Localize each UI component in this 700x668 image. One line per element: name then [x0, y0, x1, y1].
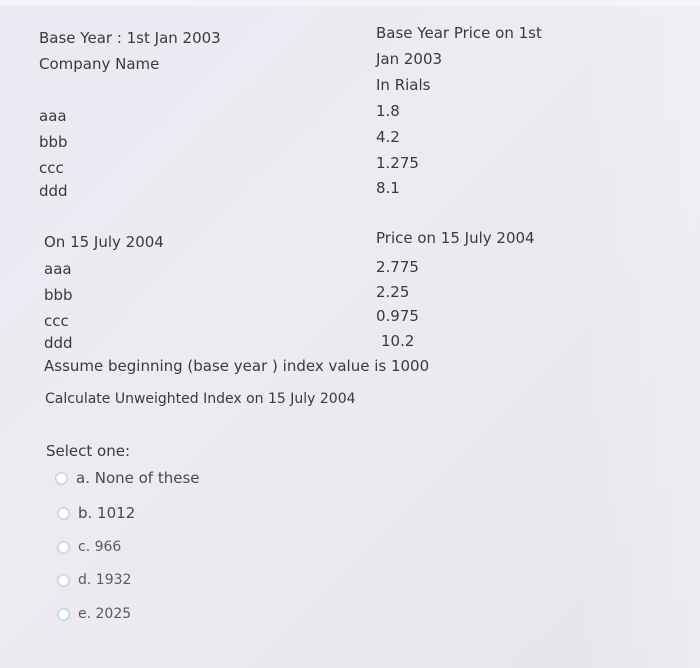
option-b-radio[interactable]	[57, 507, 70, 520]
option-a[interactable]	[55, 469, 200, 487]
current-date-header: On 15 July 2004	[44, 233, 164, 251]
option-a-label: a. None of these	[76, 469, 200, 487]
current-price-aaa: 2.775	[376, 258, 419, 276]
base-company-ddd: ddd	[39, 182, 68, 200]
current-company-bbb: bbb	[44, 286, 73, 304]
base-price-ccc: 1.275	[376, 154, 419, 172]
current-company-ddd: ddd	[44, 334, 73, 352]
select-one-prompt: Select one:	[46, 442, 131, 460]
option-d-radio[interactable]	[57, 574, 70, 587]
current-company-aaa: aaa	[44, 260, 72, 278]
option-c-radio[interactable]	[57, 541, 70, 554]
current-price-bbb: 2.25	[376, 283, 410, 301]
option-d[interactable]	[57, 572, 131, 588]
option-e[interactable]	[57, 606, 131, 622]
option-b[interactable]	[57, 504, 135, 522]
base-company-aaa: aaa	[39, 107, 67, 125]
option-a-radio[interactable]	[55, 472, 68, 485]
option-c[interactable]	[57, 539, 121, 555]
option-c-label: c. 966	[78, 539, 122, 555]
option-e-label: e. 2025	[78, 606, 132, 622]
option-e-radio[interactable]	[57, 608, 70, 621]
current-company-ccc: ccc	[44, 312, 69, 330]
base-price-header-line3: In Rials	[376, 76, 431, 94]
base-price-ddd: 8.1	[376, 179, 400, 197]
option-d-label: d. 1932	[78, 572, 132, 588]
base-price-header-line1: Base Year Price on 1st	[376, 24, 542, 42]
assumption-text: Assume beginning (base year ) index value is 1000	[44, 357, 430, 375]
base-price-bbb: 4.2	[376, 128, 400, 146]
base-company-bbb: bbb	[39, 133, 68, 151]
base-company-ccc: ccc	[39, 159, 64, 177]
base-year-label: Base Year : 1st Jan 2003	[39, 29, 221, 47]
option-b-label: b. 1012	[78, 504, 136, 522]
base-price-header-line2: Jan 2003	[376, 50, 443, 68]
company-name-header: Company Name	[39, 55, 160, 73]
base-price-aaa: 1.8	[376, 102, 400, 120]
current-price-ddd: 10.2	[381, 332, 415, 350]
task-text: Calculate Unweighted Index on 15 July 2004	[45, 391, 356, 407]
top-border	[0, 0, 700, 6]
screen-glare	[580, 0, 700, 668]
current-price-header: Price on 15 July 2004	[376, 229, 535, 247]
current-price-ccc: 0.975	[376, 307, 419, 325]
